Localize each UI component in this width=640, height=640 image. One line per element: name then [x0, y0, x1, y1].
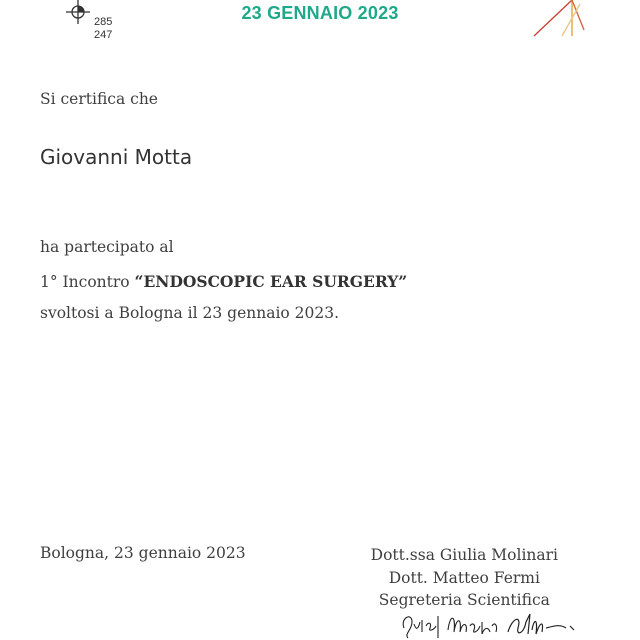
- signer-3: Segreteria Scientifica: [378, 591, 550, 609]
- held-text: svoltosi a Bologna il 23 gennaio 2023.: [40, 304, 340, 322]
- signers-block: [371, 544, 558, 612]
- signer-1: Dott.ssa Giulia Molinari: [370, 546, 558, 564]
- event-prefix: 1° Incontro: [40, 273, 135, 291]
- header-date: 23 GENNAIO 2023: [241, 3, 399, 23]
- certify-text: Si certifica che: [40, 90, 158, 108]
- logo-number-bottom: 247: [94, 29, 113, 41]
- logo-number-top: 285: [94, 16, 113, 28]
- participant-name: Giovanni Motta: [40, 145, 193, 169]
- event-title: “ENDOSCOPIC EAR SURGERY”: [134, 272, 408, 291]
- event-line: [40, 272, 407, 291]
- decorative-lines: [528, 0, 588, 40]
- participated-text: ha partecipato al: [40, 238, 174, 256]
- signer-2: Dott. Matteo Fermi: [388, 568, 540, 587]
- place-date: Bologna, 23 gennaio 2023: [40, 544, 246, 562]
- handwritten-signatures: [398, 608, 588, 640]
